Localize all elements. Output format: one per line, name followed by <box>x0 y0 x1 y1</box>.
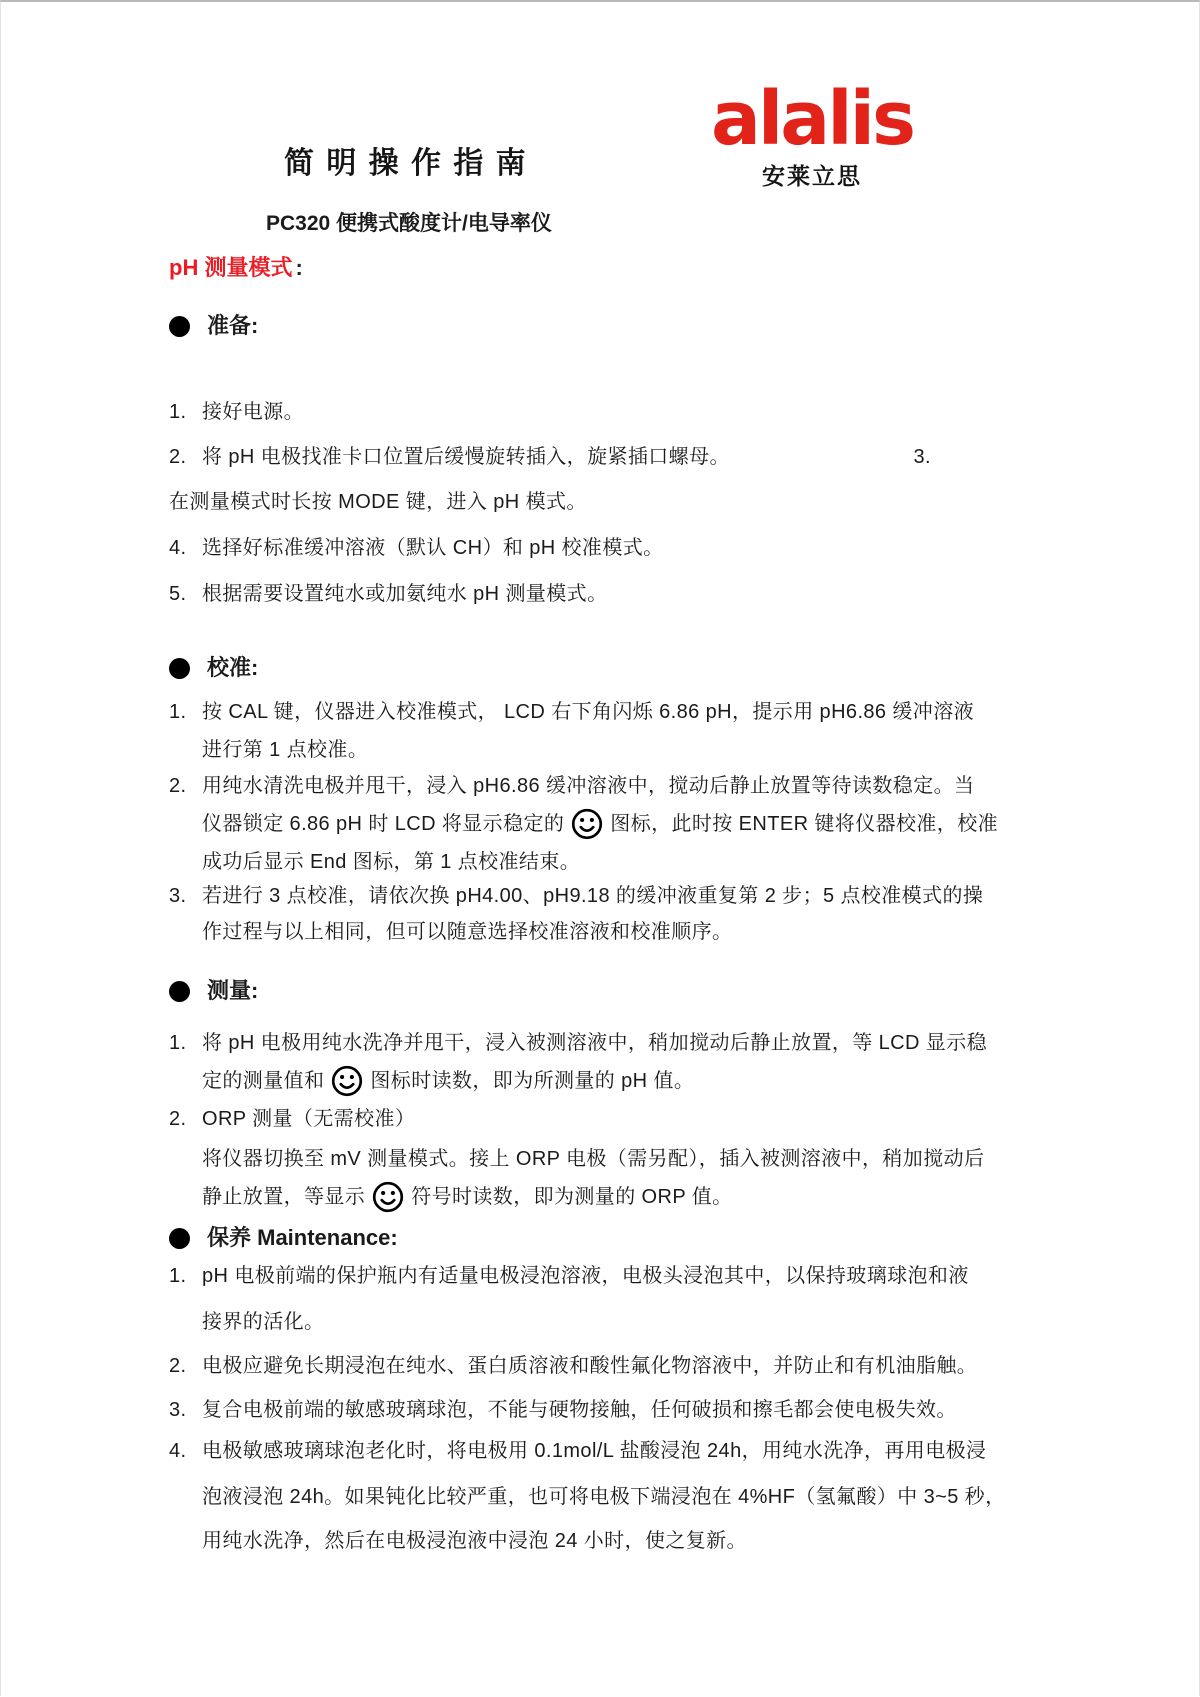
section-heading-text: 测量: <box>207 978 259 1003</box>
list-item-text: 用纯水清洗电极并甩干，浸入 pH6.86 缓冲溶液中，搅动后静止放置等待读数稳定。当 <box>202 775 975 797</box>
bullet-icon <box>169 316 190 337</box>
list-item-text: 在测量模式时长按 MODE 键，进入 pH 模式。 <box>169 491 587 513</box>
orphan-item-number: 3. <box>913 446 931 468</box>
list-item <box>169 580 941 608</box>
list-item-text: 成功后显示 End 图标，第 1 点校准结束。 <box>202 851 581 873</box>
list-item <box>169 1063 941 1099</box>
list-item <box>169 488 941 516</box>
list-item-text: 将 pH 电极找准卡口位置后缓慢旋转插入，旋紧插口螺母。 <box>202 446 730 468</box>
list-item <box>169 882 984 910</box>
list-item-text: 复合电极前端的敏感玻璃球泡，不能与硬物接触，任何破损和擦毛都会使电极失效。 <box>202 1399 957 1421</box>
smiley-icon <box>372 1181 404 1213</box>
list-item-text: 泡液浸泡 24h。如果钝化比较严重，也可将电极下端浸泡在 4%HF（氢氟酸）中 3~5 秒， <box>202 1486 1006 1508</box>
brand-logo <box>701 76 923 191</box>
list-item-text: 进行第 1 点校准。 <box>202 739 369 761</box>
smiley-icon <box>331 1065 363 1097</box>
list-item-number: 4. <box>169 1440 187 1462</box>
list-item-text: 根据需要设置纯水或加氨纯水 pH 测量模式。 <box>202 583 608 605</box>
list-item <box>169 736 941 764</box>
list-item-text: 仪器锁定 6.86 pH 时 LCD 将显示稳定的 <box>202 813 565 835</box>
list-item <box>169 1352 978 1380</box>
product-subtitle: PC320 便携式酸度计/电导率仪 <box>266 212 552 235</box>
smiley-icon <box>571 808 603 840</box>
list-item <box>169 1437 987 1465</box>
list-item <box>169 698 975 726</box>
list-item <box>169 1105 941 1133</box>
list-item-text: 用纯水洗净，然后在电极浸泡液中浸泡 24 小时，使之复新。 <box>202 1530 747 1552</box>
list-item-number: 1. <box>169 401 187 423</box>
list-item <box>169 918 941 946</box>
brand-logo-text: alalis <box>710 76 913 162</box>
list-item-text: pH 电极前端的保护瓶内有适量电极浸泡溶液，电极头浸泡其中，以保持玻璃球泡和液 <box>202 1265 969 1287</box>
list-item-text: 电极敏感玻璃球泡老化时，将电极用 0.1mol/L 盐酸浸泡 24h，用纯水洗净，再用电极浸 <box>202 1440 987 1462</box>
list-item-number: 1. <box>169 1265 187 1287</box>
list-item-text: 将仪器切换至 mV 测量模式。接上 ORP 电极（需另配），插入被测溶液中，稍加搅动后 <box>202 1148 985 1170</box>
list-item-number: 2. <box>169 775 187 797</box>
list-item <box>169 1483 1006 1511</box>
list-item <box>169 1308 941 1336</box>
list-item-text: 图标时读数，即为所测量的 pH 值。 <box>370 1070 695 1092</box>
mode-heading <box>169 251 303 282</box>
list-item <box>169 534 941 562</box>
list-item <box>169 1527 941 1555</box>
bullet-icon <box>169 658 190 679</box>
list-item <box>169 848 941 876</box>
list-item-text: 符号时读数，即为测量的 ORP 值。 <box>411 1186 733 1208</box>
list-item-text: 静止放置，等显示 <box>202 1186 366 1208</box>
list-item-text: 作过程与以上相同，但可以随意选择校准溶液和校准顺序。 <box>202 921 733 943</box>
list-item-text: 若进行 3 点校准，请依次换 pH4.00、pH9.18 的缓冲液重复第 2 步；5 点校准模式的操 <box>202 885 984 907</box>
list-item-number: 2. <box>169 1355 187 1377</box>
section-header-maintenance <box>169 1224 941 1252</box>
list-item <box>169 772 975 800</box>
list-item-number: 1. <box>169 701 187 723</box>
section-heading-text: 保养 Maintenance: <box>207 1225 398 1250</box>
list-item-text: 图标，此时按 ENTER 键将仪器校准，校准 <box>610 813 998 835</box>
page-title: 简 明 操 作 指 南 <box>284 147 528 180</box>
list-item-number: 5. <box>169 583 187 605</box>
list-item-text: 接好电源。 <box>202 401 304 423</box>
list-item-number: 3. <box>169 1399 187 1421</box>
document-body <box>169 302 1006 1555</box>
section-heading-text: 准备: <box>207 313 259 338</box>
list-item-number: 1. <box>169 1032 187 1054</box>
list-item-text: 接界的活化。 <box>202 1311 325 1333</box>
mode-heading-text: pH 测量模式 <box>169 255 293 280</box>
list-item <box>169 1396 957 1424</box>
list-item <box>169 1262 969 1290</box>
list-item-text: 将 pH 电极用纯水洗净并甩干，浸入被测溶液中，稍加搅动后静止放置，等 LCD 显示稳 <box>202 1032 988 1054</box>
list-item <box>169 1179 941 1215</box>
list-item <box>169 1145 985 1173</box>
section-header-preparation <box>169 312 941 340</box>
list-item-number: 3. <box>169 885 187 907</box>
mode-heading-colon: : <box>295 255 303 280</box>
bullet-icon <box>169 981 190 1002</box>
section-header-calibration <box>169 654 941 682</box>
brand-logo-chinese-name: 安莱立思 <box>762 163 862 189</box>
list-item-text: 定的测量值和 <box>202 1070 325 1092</box>
section-header-measurement <box>169 977 941 1005</box>
list-item-number: 2. <box>169 446 187 468</box>
list-item <box>169 443 941 471</box>
section-heading-text: 校准: <box>207 655 259 680</box>
list-item <box>169 398 941 426</box>
bullet-icon <box>169 1228 190 1249</box>
list-item <box>169 1029 988 1057</box>
list-item <box>169 806 998 842</box>
list-item-number: 2. <box>169 1108 187 1130</box>
list-item-text: 选择好标准缓冲溶液（默认 CH）和 pH 校准模式。 <box>202 537 664 559</box>
list-item-number: 4. <box>169 537 187 559</box>
list-item-text: 按 CAL 键，仪器进入校准模式， LCD 右下角闪烁 6.86 pH，提示用 pH6.86 缓冲溶液 <box>202 701 975 723</box>
list-item-text: ORP 测量（无需校准） <box>202 1108 416 1130</box>
list-item-text: 电极应避免长期浸泡在纯水、蛋白质溶液和酸性氟化物溶液中，并防止和有机油脂触。 <box>202 1355 978 1377</box>
